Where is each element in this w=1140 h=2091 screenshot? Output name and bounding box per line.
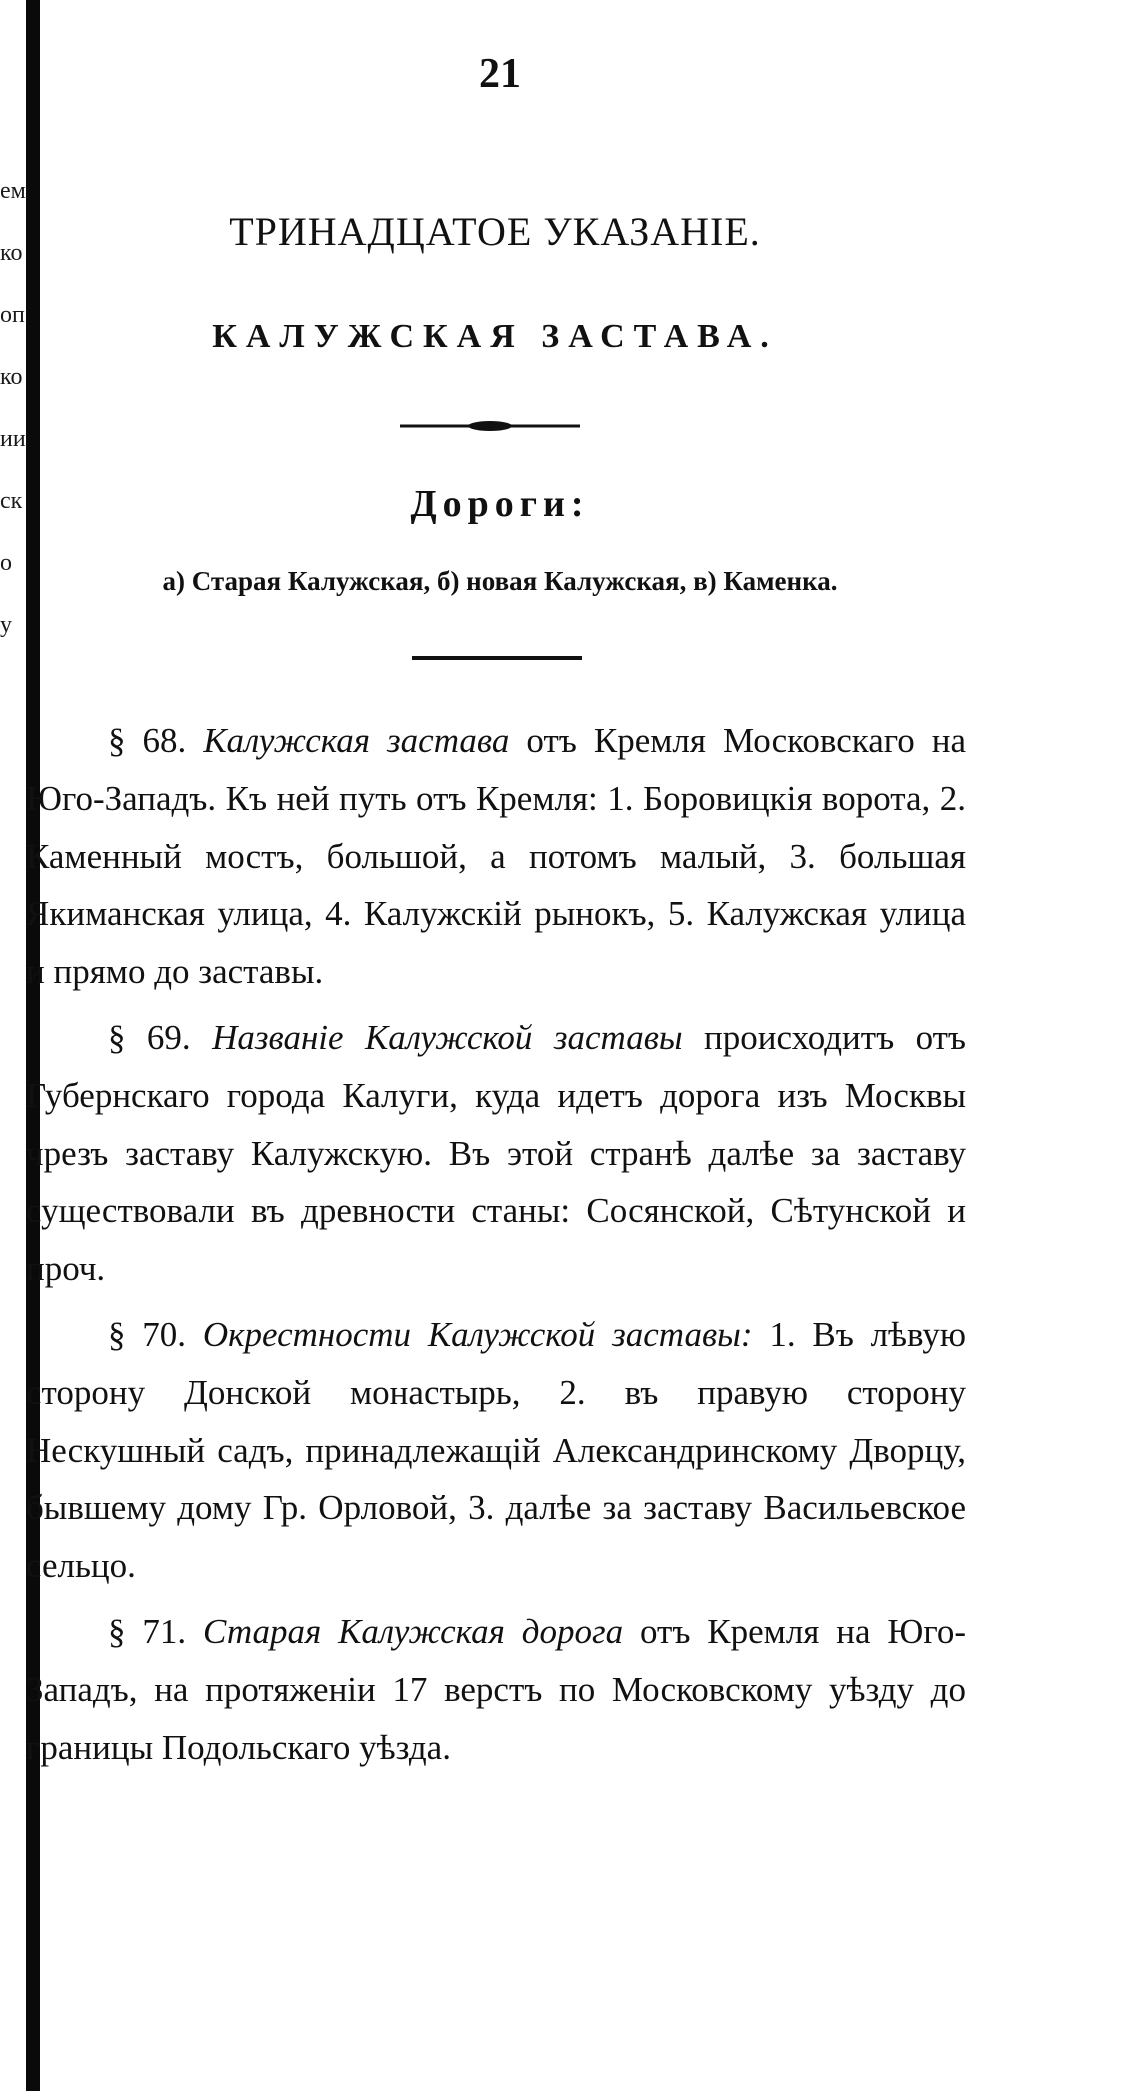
paragraph-title: Калужская застава bbox=[203, 721, 510, 760]
ornament-divider bbox=[400, 420, 580, 432]
paragraph-title: Названіе Калужской заставы bbox=[212, 1017, 683, 1057]
paragraph-number: § 71. bbox=[108, 1611, 187, 1651]
paragraph-69 bbox=[26, 1009, 966, 1298]
margin-fragment: оп bbox=[0, 302, 25, 328]
margin-fragment: ск bbox=[0, 488, 23, 514]
paragraph-70 bbox=[26, 1306, 966, 1595]
margin-fragment: ем bbox=[0, 178, 26, 204]
margin-fragment: ко bbox=[0, 364, 23, 390]
paragraph-title: Окрестности Калужской заставы: bbox=[202, 1314, 753, 1354]
section-rule bbox=[412, 656, 582, 660]
margin-fragment: ии bbox=[0, 426, 26, 452]
page-number: 21 bbox=[479, 51, 521, 97]
body-text bbox=[26, 712, 966, 1784]
roads-list: а) Старая Калужская, б) новая Калужская, в) Каменка. bbox=[162, 566, 838, 596]
paragraph-title: Старая Калужская дорога bbox=[203, 1611, 624, 1651]
chapter-subheading: КАЛУЖСКАЯ ЗАСТАВА. bbox=[212, 318, 778, 355]
paragraph-71 bbox=[26, 1603, 966, 1776]
chapter-heading: ТРИНАДЦАТОЕ УКАЗАНІЕ. bbox=[229, 209, 761, 254]
margin-fragment: ко bbox=[0, 240, 23, 266]
paragraph-text: происходитъ отъ Губернскаго города Калуги, куда идетъ дорога изъ Москвы чрезъ заставу Калужскую. Въ этой странѣ далѣе за заставу существовали въ древности станы: Сосянской, Сѣтунской и проч. bbox=[26, 1017, 967, 1289]
paragraph-number: § 69. bbox=[108, 1017, 191, 1057]
roads-title: Дороги: bbox=[410, 483, 590, 525]
paragraph-text: 1. Въ лѣвую сторону Донской монастырь, 2. въ правую сторону Нескушный садъ, принадлежащій Александринскому Дворцу, бывшему дому Гр. Орловой, 3. далѣе за заставу Васильевское сельцо. bbox=[26, 1314, 967, 1586]
margin-fragment: у bbox=[0, 612, 12, 638]
paragraph-text: отъ Кремля Московскаго на Юго-Западъ. Къ ней путь отъ Кремля: 1. Боровицкія ворота, 2. Каменный мостъ, большой, а потомъ малый, 3. большая Якиманская улица, 4. Калужскій рынокъ, 5. Калужская улица и прямо до заставы. bbox=[26, 721, 967, 992]
paragraph-68 bbox=[26, 712, 966, 1001]
paragraph-number: § 68. bbox=[108, 721, 187, 760]
margin-fragment: о bbox=[0, 550, 12, 576]
paragraph-number: § 70. bbox=[108, 1314, 187, 1354]
paragraph-text: отъ Кремля на Юго-Западъ, на протяженіи 17 верстъ по Московскому уѣзду до границы Подольскаго уѣзда. bbox=[26, 1611, 967, 1767]
